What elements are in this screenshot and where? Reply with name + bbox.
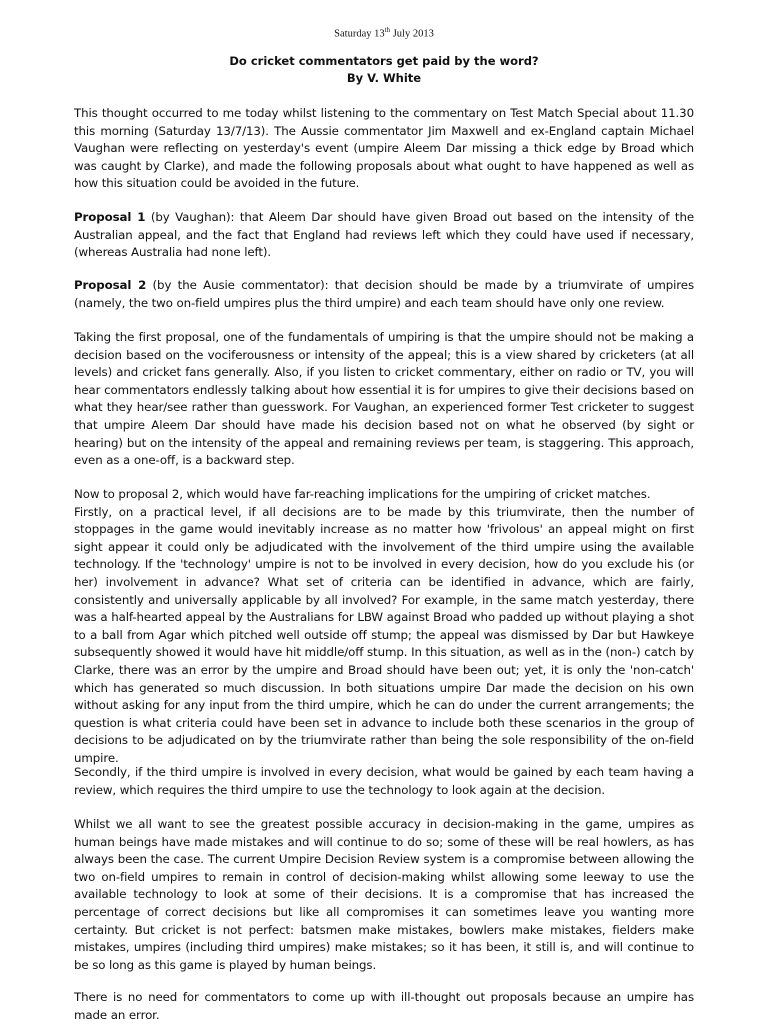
paragraph-second-proposal-analysis	[74, 486, 694, 768]
paragraph-firstly: Firstly, on a practical level, if all decisions are to be made by this triumvirate, then the number of stoppages in the game would inevitably increase as no matter how 'frivolous' an appeal might on first sight appear it could only be adjudicated with the involvement of the third umpire using the available technology. If the 'technology' umpire is not to be involved in every decision, how do you exclude his (or her) involvement in advance? What set of criteria can be identified in advance, which are fairly, consistently and universally applicable by all involved? For example, in the same match yesterday, there was a half-hearted appeal by the Australians for LBW against Broad who padded up without playing a shot to a ball from Agar which pitched well outside off stump; the appeal was dismissed by Dar but Hawkeye subsequently showed it would have hit middle/off stump. In this situation, as well as in the (non-) catch by Clarke, there was an error by the umpire and Broad should have been out; yet, it is only the 'non-catch' which has generated so much discussion. In both situations umpire Dar made the decision on his own without asking for any input from the third umpire, which he can do under the current arrangements; the question is what criteria could have been set in advance to include both these scenarios in the group of decisions to be adjudicated on by the triumvirate rather than being the sole responsibility of the on-field umpire.	[74, 504, 694, 765]
paragraph-conclusion: There is no need for commentators to come up with ill-thought out proposals because an umpire has made an error.	[74, 990, 694, 1022]
paragraph-first-proposal-analysis: Taking the first proposal, one of the fundamentals of umpiring is that the umpire should not be making a decision based on the vociferousness or intensity of the appeal; this is a view shared by cricketers (at all levels) and cricket fans generally. Also, if you listen to cricket commentary, either on radio or TV, you will hear commentators endlessly talking about how essential it is for umpires to give their decisions based on what they hear/see rather than guesswork. For Vaughan, an experienced former Test cricketer to suggest that umpire Aleem Dar should have made his decision based not on what he observed (by sight or hearing) but on the intensity of the appeal and remaining reviews per team, is staggering. This approach, even as a one-off, is a backward step.	[74, 330, 694, 468]
paragraph-proposal-1: Proposal 1 (by Vaughan): that Aleem Dar should have given Broad out based on the intensity of the Australian appeal, and the fact that England had reviews left which they could have used if necessary, (whereas Australia had none left).	[74, 210, 694, 260]
document-page	[74, 0, 694, 1024]
document-byline: By V. White	[346, 71, 422, 85]
proposal-1-label: Proposal 1	[74, 210, 146, 224]
paragraph-intro: This thought occurred to me today whilst listening to the commentary on Test Match Special about 11.30 this morning (Saturday 13/7/13). The Aussie commentator Jim Maxwell and ex-England captain Michael Vaughan were reflecting on yesterday's event (umpire Aleem Dar missing a thick edge by Broad which was caught by Clarke), and made the following proposals about what ought to have happened as well as how this situation could be avoided in the future.	[74, 106, 694, 191]
paragraph-accuracy: Whilst we all want to see the greatest possible accuracy in decision-making in the game, umpires as human beings have made mistakes and will continue to do so; some of these will be real howlers, as has always been the case. The current Umpire Decision Review system is a compromise between allowing the two on-field umpires to remain in control of decision-making whilst allowing some leeway to use the available technology to look at some of their decisions. It is a compromise that has increased the percentage of correct decisions but like all compromises it can sometimes leave you wanting more certainty. But cricket is not perfect: batsmen make mistakes, bowlers make mistakes, fielders make mistakes, umpires (including third umpires) make mistakes; so it has been, it still is, and will continue to be so long as this game is played by human beings.	[74, 817, 694, 972]
title-block	[74, 53, 694, 87]
paragraph-second-proposal-intro: Now to proposal 2, which would have far-reaching implications for the umpiring of cricket matches.	[74, 487, 651, 501]
document-title: Do cricket commentators get paid by the word?	[229, 54, 539, 68]
proposal-2-label: Proposal 2	[74, 278, 147, 292]
paragraph-proposal-2: Proposal 2 (by the Ausie commentator): that decision should be made by a triumvirate of umpires (namely, the two on-field umpires plus the third umpire) and each team should have only one review.	[74, 278, 695, 310]
paragraph-secondly: Secondly, if the third umpire is involved in every decision, what would be gained by each team having a review, which requires the third umpire to use the technology to look again at the decision.	[74, 765, 694, 797]
document-date: Saturday 13th July 2013	[334, 26, 434, 40]
